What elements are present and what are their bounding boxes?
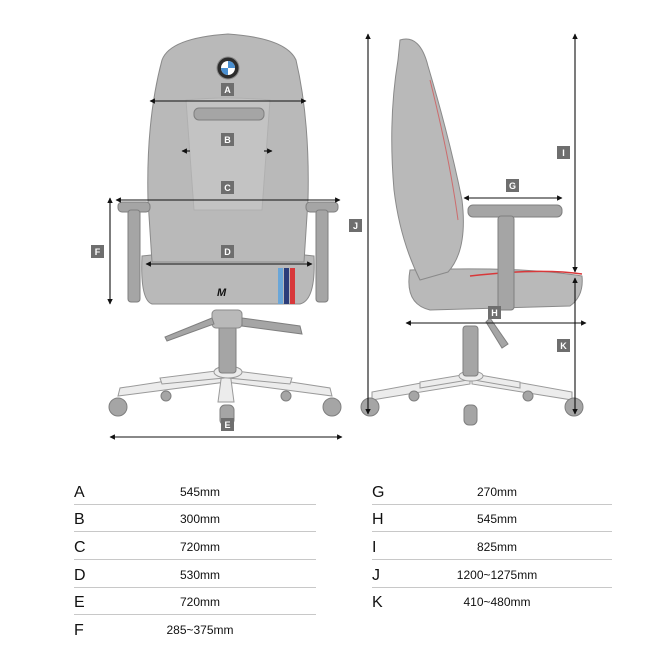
front-height-lever: [242, 318, 302, 334]
spec-row: [372, 533, 612, 560]
svg-text:D: D: [224, 247, 231, 257]
spec-key: D: [74, 567, 86, 584]
spec-row: [74, 616, 316, 643]
svg-text:F: F: [94, 247, 101, 257]
spec-row: [372, 588, 612, 615]
spec-key: H: [372, 511, 384, 528]
m-stripe-icon: [278, 268, 295, 304]
front-tilt-lever: [165, 318, 214, 341]
label-b: [221, 133, 234, 146]
spec-key: E: [74, 594, 85, 611]
spec-row: [372, 505, 612, 532]
side-backrest: [392, 39, 464, 280]
label-h: [488, 306, 501, 319]
front-base: [109, 366, 341, 425]
bmw-roundel-icon: [217, 57, 239, 79]
spec-value: 720mm: [179, 595, 220, 609]
label-a: [221, 83, 234, 96]
spec-value: 720mm: [179, 540, 220, 554]
front-vent-grille: [194, 108, 264, 120]
spec-row: [74, 478, 316, 505]
spec-value: 1200~1275mm: [456, 568, 538, 582]
label-j: [349, 219, 362, 232]
svg-text:I: I: [562, 148, 565, 158]
svg-text:G: G: [508, 181, 517, 191]
spec-row: [372, 561, 612, 588]
label-e: [221, 418, 234, 431]
spec-value: 410~480mm: [463, 595, 531, 609]
spec-key: B: [74, 511, 85, 528]
spec-value: 545mm: [179, 485, 220, 499]
svg-text:E: E: [224, 420, 231, 430]
side-gas-lift: [463, 326, 478, 376]
svg-text:J: J: [352, 221, 359, 231]
svg-text:K: K: [560, 341, 567, 351]
spec-value: 825mm: [476, 540, 517, 554]
front-gas-lift: [219, 325, 236, 373]
spec-key: J: [372, 567, 380, 584]
spec-value: 285~375mm: [166, 623, 234, 637]
spec-row: [372, 478, 612, 505]
svg-text:C: C: [224, 183, 231, 193]
label-k: [557, 339, 570, 352]
label-g: [506, 179, 519, 192]
spec-row: [74, 561, 316, 588]
spec-row: [74, 505, 316, 532]
spec-key: I: [372, 539, 377, 556]
spec-key: A: [74, 484, 85, 501]
label-i: [557, 146, 570, 159]
spec-value: 530mm: [179, 568, 220, 582]
svg-text:H: H: [491, 308, 498, 318]
spec-value: 300mm: [179, 512, 220, 526]
spec-value: 545mm: [476, 512, 517, 526]
label-f: [91, 245, 104, 258]
spec-key: G: [372, 484, 385, 501]
spec-key: F: [74, 622, 84, 639]
spec-key: K: [372, 594, 383, 611]
svg-text:A: A: [224, 85, 231, 95]
spec-value: 270mm: [476, 485, 517, 499]
side-base: [361, 371, 583, 425]
spec-row: [74, 533, 316, 560]
svg-text:B: B: [224, 135, 231, 145]
label-d: [221, 245, 234, 258]
side-view-chair: [361, 39, 583, 425]
spec-key: C: [74, 539, 86, 556]
spec-row: [74, 588, 316, 615]
label-c: [221, 181, 234, 194]
m-logo-text: M: [217, 287, 227, 299]
